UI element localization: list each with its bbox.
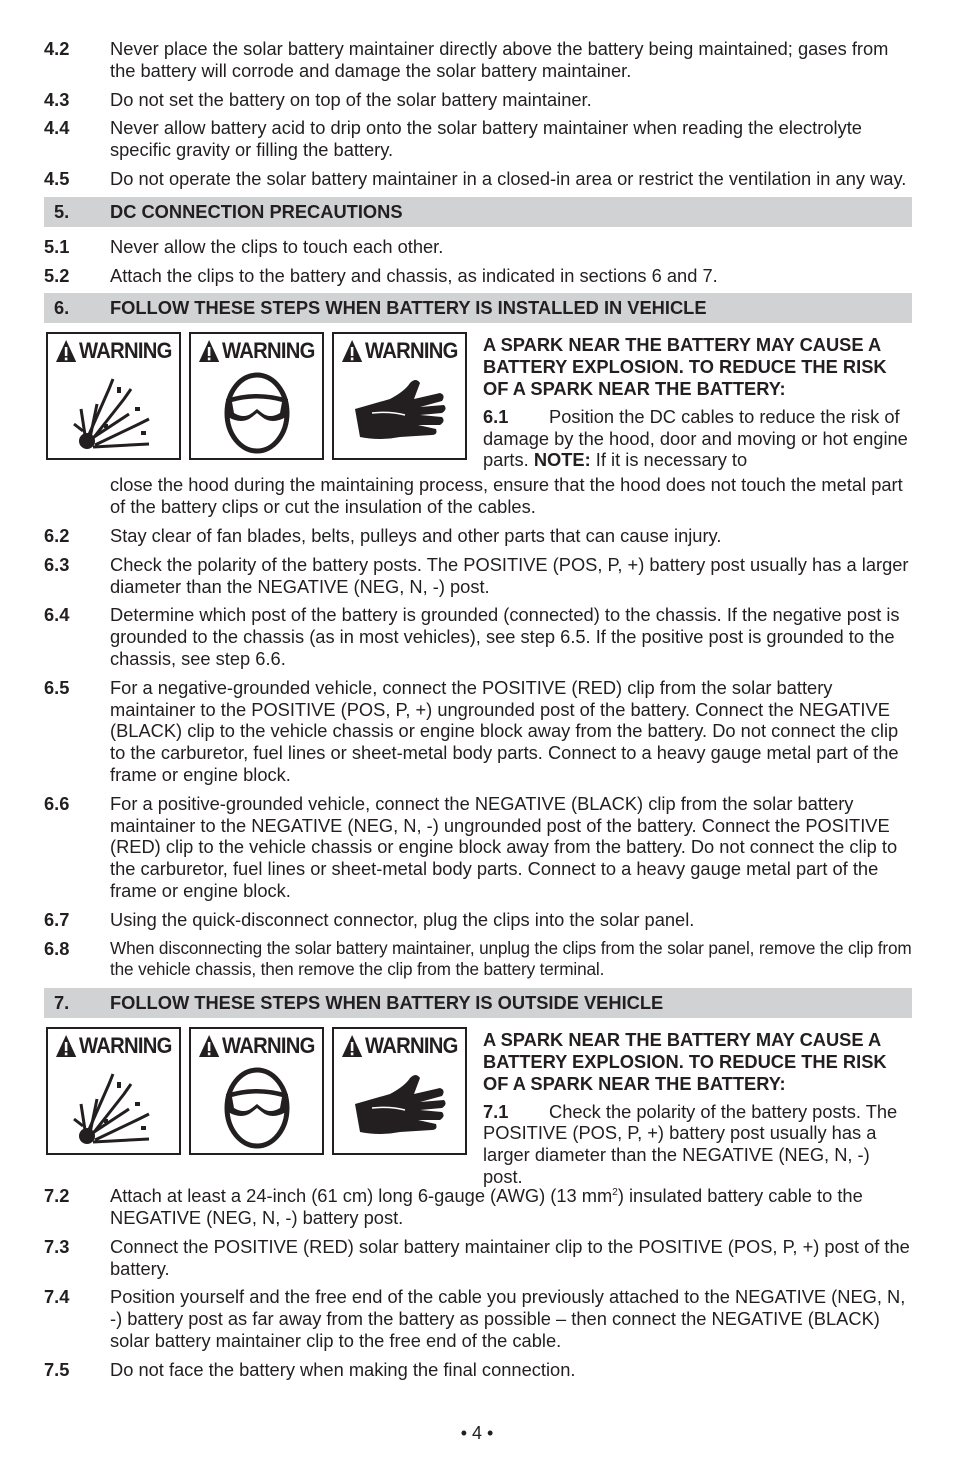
step-6-1-continuation: close the hood during the maintaining process, ensure that the hood does not touch the metal part of the battery clips or cut the insulation of the cables. [110, 474, 903, 518]
list-item: 5.1 Never allow the clips to touch each other. [44, 235, 444, 257]
goggles-icon [212, 1064, 302, 1150]
list-item: 4.2 Never place the solar battery maintainer directly above the battery being maintained; gases from the battery will corrode and damage the solar battery maintainer. [44, 38, 889, 81]
list-item: 6.5 For a negative-grounded vehicle, connect the POSITIVE (RED) clip from the solar battery maintainer to the POSITIVE (POS, P, +) ungrounded post of the battery. Connect the NEGATIVE (BLACK) clip to the vehicle chassis or engine block away from the battery. Do not connect the clip to the carburetor, fuel lines or sheet-metal body parts. Connect to a heavy gauge metal part of the frame or engine block. [44, 676, 899, 785]
list-item: 5.2 Attach the clips to the battery and chassis, as indicated in sections 6 and 7. [44, 264, 718, 286]
warning-block-7 [44, 1027, 912, 1185]
warning-triangle-icon [198, 339, 220, 363]
manual-page [44, 38, 912, 1387]
warning-sign-goggles: WARNING [189, 332, 324, 460]
list-item: 4.4 Never allow battery acid to drip onto the solar battery maintainer when reading the electrolyte specific gravity or filling the battery. [44, 117, 862, 161]
section-header-5: 5. DC CONNECTION PRECAUTIONS [44, 197, 912, 227]
warning-sign-goggles: WARNING [189, 1027, 324, 1155]
glove-icon [350, 369, 450, 455]
section-header-7: 7. FOLLOW THESE STEPS WHEN BATTERY IS OUTSIDE VEHICLE [44, 988, 912, 1018]
warning-sign-gloves: WARNING [332, 1027, 467, 1155]
list-item: 4.5 Do not operate the solar battery maintainer in a closed-in area or restrict the ventilation in any way. [44, 167, 907, 189]
list-item: 6.8 When disconnecting the solar battery maintainer, unplug the clips from the solar panel, remove the clip from the vehicle chassis, then remove the clip from the battery terminal. [44, 937, 912, 980]
warning-sign-gloves: WARNING [332, 332, 467, 460]
list-item: 6.6 For a positive-grounded vehicle, connect the NEGATIVE (BLACK) clip from the solar battery maintainer to the NEGATIVE (NEG, N, -) ungrounded post of the battery. Connect the POSITIVE (RED) clip to the vehicle chassis or engine block away from the battery. Do not connect the clip to the carburetor, fuel lines or sheet-metal body parts. Connect to a heavy gauge metal part of the frame or engine block. [44, 792, 898, 901]
warning-text-7: A SPARK NEAR THE BATTERY MAY CAUSE A BATTERY EXPLOSION. TO REDUCE THE RISK OF A SPARK NEAR THE BATTERY: 7.1 Check the polarity of the battery posts. The POSITIVE (POS, P, +) battery post usually has a larger diameter than the NEGATIVE (NEG, N, -) post. [483, 1029, 913, 1188]
list-item: 7.4 Position yourself and the free end of the cable you previously attached to the NEGATIVE (NEG, N, -) battery post as far away from the battery as possible – then connect the NEGATIVE (BLACK) solar battery maintainer clip to the free end of the cable. [44, 1286, 906, 1351]
page-number: • 4 • [460, 1423, 494, 1443]
step-6-1: 6.1 Position the DC cables to reduce the risk of damage by the hood, door and moving or hot engine parts. NOTE: If it is necessary to [483, 405, 908, 471]
goggles-icon [212, 369, 302, 455]
list-item: 6.7 Using the quick-disconnect connector, plug the clips into the solar panel. [44, 908, 695, 930]
section-header-6: 6. FOLLOW THESE STEPS WHEN BATTERY IS INSTALLED IN VEHICLE [44, 293, 912, 323]
explosion-icon [69, 369, 159, 455]
warning-sign-explosion: WARNING [46, 332, 181, 460]
warning-triangle-icon [55, 339, 77, 363]
list-item: 7.3 Connect the POSITIVE (RED) solar battery maintainer clip to the POSITIVE (POS, P, +) post of the battery. [44, 1235, 910, 1279]
warning-sign-explosion: WARNING [46, 1027, 181, 1155]
warning-triangle-icon [341, 1034, 363, 1058]
list-item: 7.5 Do not face the battery when making the final connection. [44, 1358, 576, 1380]
warning-signs [46, 332, 467, 460]
list-item: 7.2 Attach at least a 24-inch (61 cm) long 6-gauge (AWG) (13 $mm^2$) insulated battery cable to the NEGATIVE (NEG, N, -) battery post. [44, 1185, 863, 1228]
step-7-1: 7.1 Check the polarity of the battery posts. The POSITIVE (POS, P, +) battery post usually has a larger diameter than the NEGATIVE (NEG, N, -) post. [483, 1100, 898, 1187]
warning-signs [46, 1027, 467, 1155]
warning-triangle-icon [198, 1034, 220, 1058]
warning-triangle-icon [341, 339, 363, 363]
list-item: 6.2 Stay clear of fan blades, belts, pulleys and other parts that can cause injury. [44, 524, 722, 546]
list-item: 4.3 Do not set the battery on top of the solar battery maintainer. [44, 88, 592, 110]
explosion-icon [69, 1064, 159, 1150]
warning-triangle-icon [55, 1034, 77, 1058]
warning-text-6: A SPARK NEAR THE BATTERY MAY CAUSE A BATTERY EXPLOSION. TO REDUCE THE RISK OF A SPARK NEAR THE BATTERY: 6.1 Position the DC cables to reduce the risk of damage by the hood, door and moving or hot engine parts. NOTE: If it is necessary to [483, 334, 913, 471]
glove-icon [350, 1064, 450, 1150]
list-item: 6.4 Determine which post of the battery is grounded (connected) to the chassis. If the negative post is grounded to the chassis (as in most vehicles), see step 6.5. If the positive post is grounded to the chassis, see step 6.6. [44, 604, 900, 669]
list-item: 6.3 Check the polarity of the battery posts. The POSITIVE (POS, P, +) battery post usually has a larger diameter than the NEGATIVE (NEG, N, -) post. [44, 553, 909, 597]
warning-block-6 [44, 332, 912, 478]
